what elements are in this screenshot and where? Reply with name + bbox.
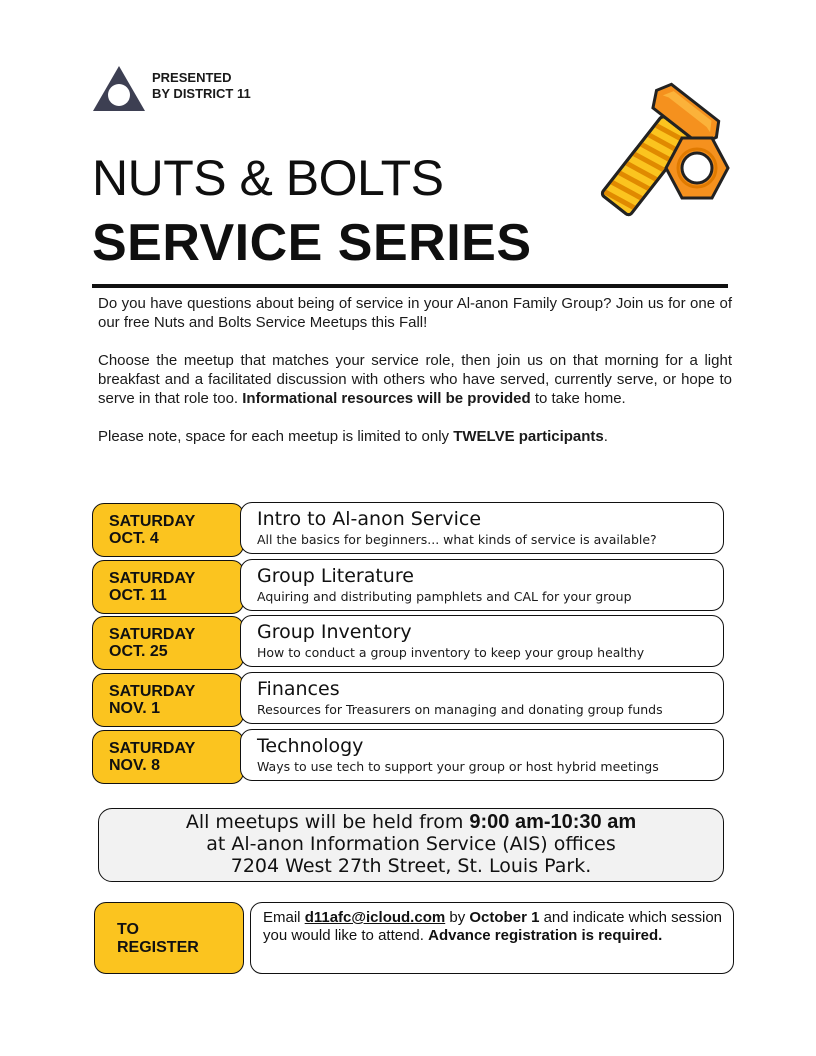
meetup-address: 7204 West 27th Street, St. Louis Park. — [230, 855, 592, 877]
session-title: Finances — [257, 678, 340, 700]
session-card — [240, 559, 724, 611]
intro-text — [98, 294, 732, 446]
intro-paragraph-1: Do you have questions about being of service in your Al-anon Family Group? Join us for one of our free Nuts and Bolts Service Meetups this Fall! — [98, 295, 732, 331]
session-date: OCT. 4 — [109, 530, 159, 547]
meetup-venue: at Al-anon Information Service (AIS) offices — [206, 833, 616, 855]
session-description: How to conduct a group inventory to keep your group healthy — [257, 645, 645, 660]
session-title: Technology — [257, 735, 364, 757]
session-title: Group Inventory — [257, 621, 412, 643]
session-day: SATURDAY — [109, 740, 196, 757]
district-logo-icon — [92, 64, 146, 112]
session-description: All the basics for beginners... what kinds of service is available? — [257, 532, 657, 547]
session-date: OCT. 25 — [109, 643, 168, 660]
intro-paragraph-3: Please note, space for each meetup is limited to only TWELVE participants. — [98, 428, 608, 445]
session-title: Intro to Al-anon Service — [257, 508, 482, 530]
email-link[interactable]: d11afc@icloud.com — [304, 909, 446, 926]
session-date-badge — [92, 673, 244, 727]
session-card — [240, 615, 724, 667]
session-day: SATURDAY — [109, 570, 196, 587]
session-description: Resources for Treasurers on managing and donating group funds — [257, 702, 663, 717]
session-date: NOV. 1 — [109, 700, 160, 717]
title-divider — [92, 284, 728, 288]
page-title-line1: NUTS & BOLTS — [92, 150, 444, 206]
register-instructions: Email d11afc@icloud.com by October 1 and indicate which session you would like to attend. Advance registration is required. — [250, 902, 734, 974]
register-label: TO REGISTER — [94, 902, 244, 974]
presented-line1: PRESENTED — [152, 70, 232, 85]
nut-and-bolt-icon — [574, 80, 738, 232]
session-title: Group Literature — [257, 565, 414, 587]
page-title-line2: SERVICE SERIES — [92, 214, 532, 272]
session-date-badge — [92, 560, 244, 614]
intro-paragraph-2: Choose the meetup that matches your service role, then join us on that morning for a light breakfast and a facilitated discussion with others who have served, currently serve, or hope to serve in that role too. Informational resources will be provided to take home. — [98, 352, 732, 407]
session-description: Aquiring and distributing pamphlets and CAL for your group — [257, 589, 632, 604]
session-date-badge — [92, 616, 244, 670]
register-deadline: October 1 — [469, 909, 540, 926]
session-date: NOV. 8 — [109, 757, 160, 774]
meetup-time: All meetups will be held from 9:00 am-10:30 am — [185, 811, 637, 833]
presented-line2: BY DISTRICT 11 — [152, 86, 251, 101]
session-card — [240, 502, 724, 554]
session-card — [240, 729, 724, 781]
session-day: SATURDAY — [109, 513, 196, 530]
session-description: Ways to use tech to support your group or host hybrid meetings — [257, 759, 659, 774]
presented-by — [152, 70, 251, 102]
meetup-info-box — [98, 808, 724, 882]
session-date: OCT. 11 — [109, 587, 167, 604]
session-date-badge — [92, 730, 244, 784]
session-card — [240, 672, 724, 724]
session-day: SATURDAY — [109, 683, 196, 700]
advance-registration-note: Advance registration is required. — [428, 927, 663, 944]
session-day: SATURDAY — [109, 626, 196, 643]
session-date-badge — [92, 503, 244, 557]
